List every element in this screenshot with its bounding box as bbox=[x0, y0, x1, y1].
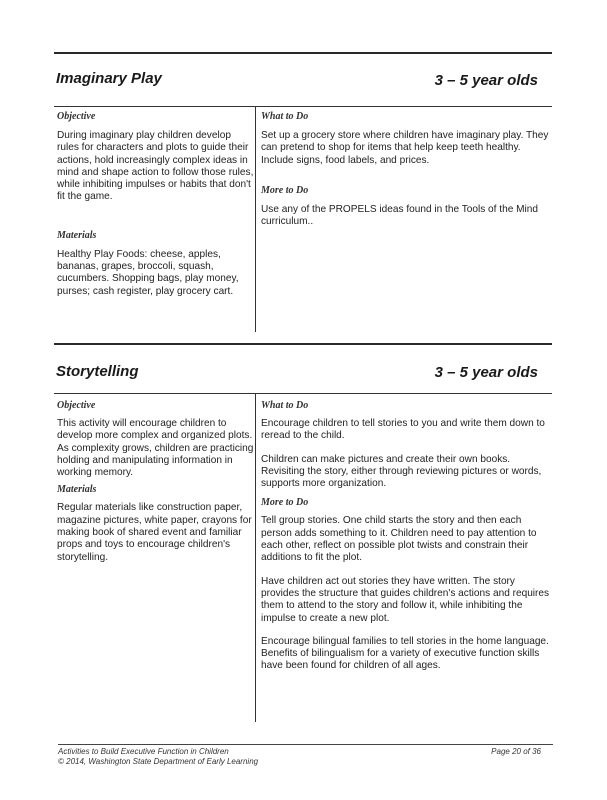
left-column bbox=[54, 394, 256, 722]
activity-table bbox=[54, 393, 552, 722]
more-to-do-text: Have children act out stories they have written. The story provides the structure that guides children's actions and requires them to attend to the story and follow it, while inhibiting the impulse to create a new plot. bbox=[261, 575, 550, 624]
right-column bbox=[256, 107, 551, 332]
what-to-do-text: Set up a grocery store where children have imaginary play. They can pretend to shop for items that help keep teeth healthy. Include signs, food labels, and prices. bbox=[261, 130, 549, 166]
section-title: Storytelling bbox=[56, 363, 139, 380]
more-to-do-heading: More to Do bbox=[261, 497, 309, 509]
section-imaginary-play bbox=[54, 52, 552, 89]
more-to-do-heading: More to Do bbox=[261, 184, 309, 196]
objective-heading: Objective bbox=[57, 111, 96, 122]
what-to-do-heading: What to Do bbox=[261, 111, 309, 122]
footer-copyright: © 2014, Washington State Department of Early Learning bbox=[58, 757, 259, 766]
page-footer bbox=[58, 744, 553, 767]
left-column bbox=[54, 107, 256, 332]
what-to-do-heading: What to Do bbox=[261, 400, 309, 411]
section-header bbox=[54, 54, 552, 89]
what-to-do-text: Children can make pictures and create their own books. Revisiting the story, either through reviewing pictures or words, supports more organization. bbox=[261, 453, 542, 490]
age-range: 3 – 5 year olds bbox=[434, 72, 538, 89]
objective-text: This activity will encourage children to develop more complex and organized plots. As complexity grows, children are practicing holding and manipulating information in working memory. bbox=[57, 418, 254, 479]
section-header bbox=[54, 345, 552, 381]
section-storytelling bbox=[54, 343, 552, 381]
right-column bbox=[256, 394, 551, 722]
materials-heading: Materials bbox=[57, 229, 97, 241]
more-to-do-text: Encourage bilingual families to tell stories in the home language. Benefits of bilingualism for a variety of executive function skills have been found for children of all ages. bbox=[261, 635, 549, 672]
age-range: 3 – 5 year olds bbox=[434, 364, 538, 381]
materials-text: Healthy Play Foods: cheese, apples, bananas, grapes, broccoli, squash, cucumbers. Shopping bags, play money, purses; cash register, play grocery cart. bbox=[57, 248, 239, 297]
objective-heading: Objective bbox=[57, 400, 96, 411]
footer-divider bbox=[58, 744, 553, 745]
more-to-do-text: Use any of the PROPELS ideas found in the Tools of the Mind curriculum.. bbox=[261, 203, 538, 228]
objective-text: During imaginary play children develop rules for characters and plots to guide their actions, hold increasingly complex ideas in mind and shape action to follow those rules, while inhibiting impulses or habits that don't fit the game. bbox=[57, 130, 254, 203]
footer-document-title: Activities to Build Executive Function in Children bbox=[58, 747, 229, 756]
page-number: Page 20 of 36 bbox=[491, 747, 541, 756]
materials-text: Regular materials like construction paper, magazine pictures, white paper, crayons for making book of shared event and familiar props and toys to encourage children's storytelling. bbox=[57, 502, 252, 563]
section-title: Imaginary Play bbox=[56, 70, 162, 87]
more-to-do-text: Tell group stories. One child starts the story and then each person adds something to it. Children need to pay attention to each other, reflect on possible plot twists and constrain their additions to fit the plot. bbox=[261, 515, 537, 564]
what-to-do-text: Encourage children to tell stories to you and write them down to reread to the child. bbox=[261, 418, 545, 442]
materials-heading: Materials bbox=[57, 484, 97, 496]
activity-table bbox=[54, 106, 552, 332]
